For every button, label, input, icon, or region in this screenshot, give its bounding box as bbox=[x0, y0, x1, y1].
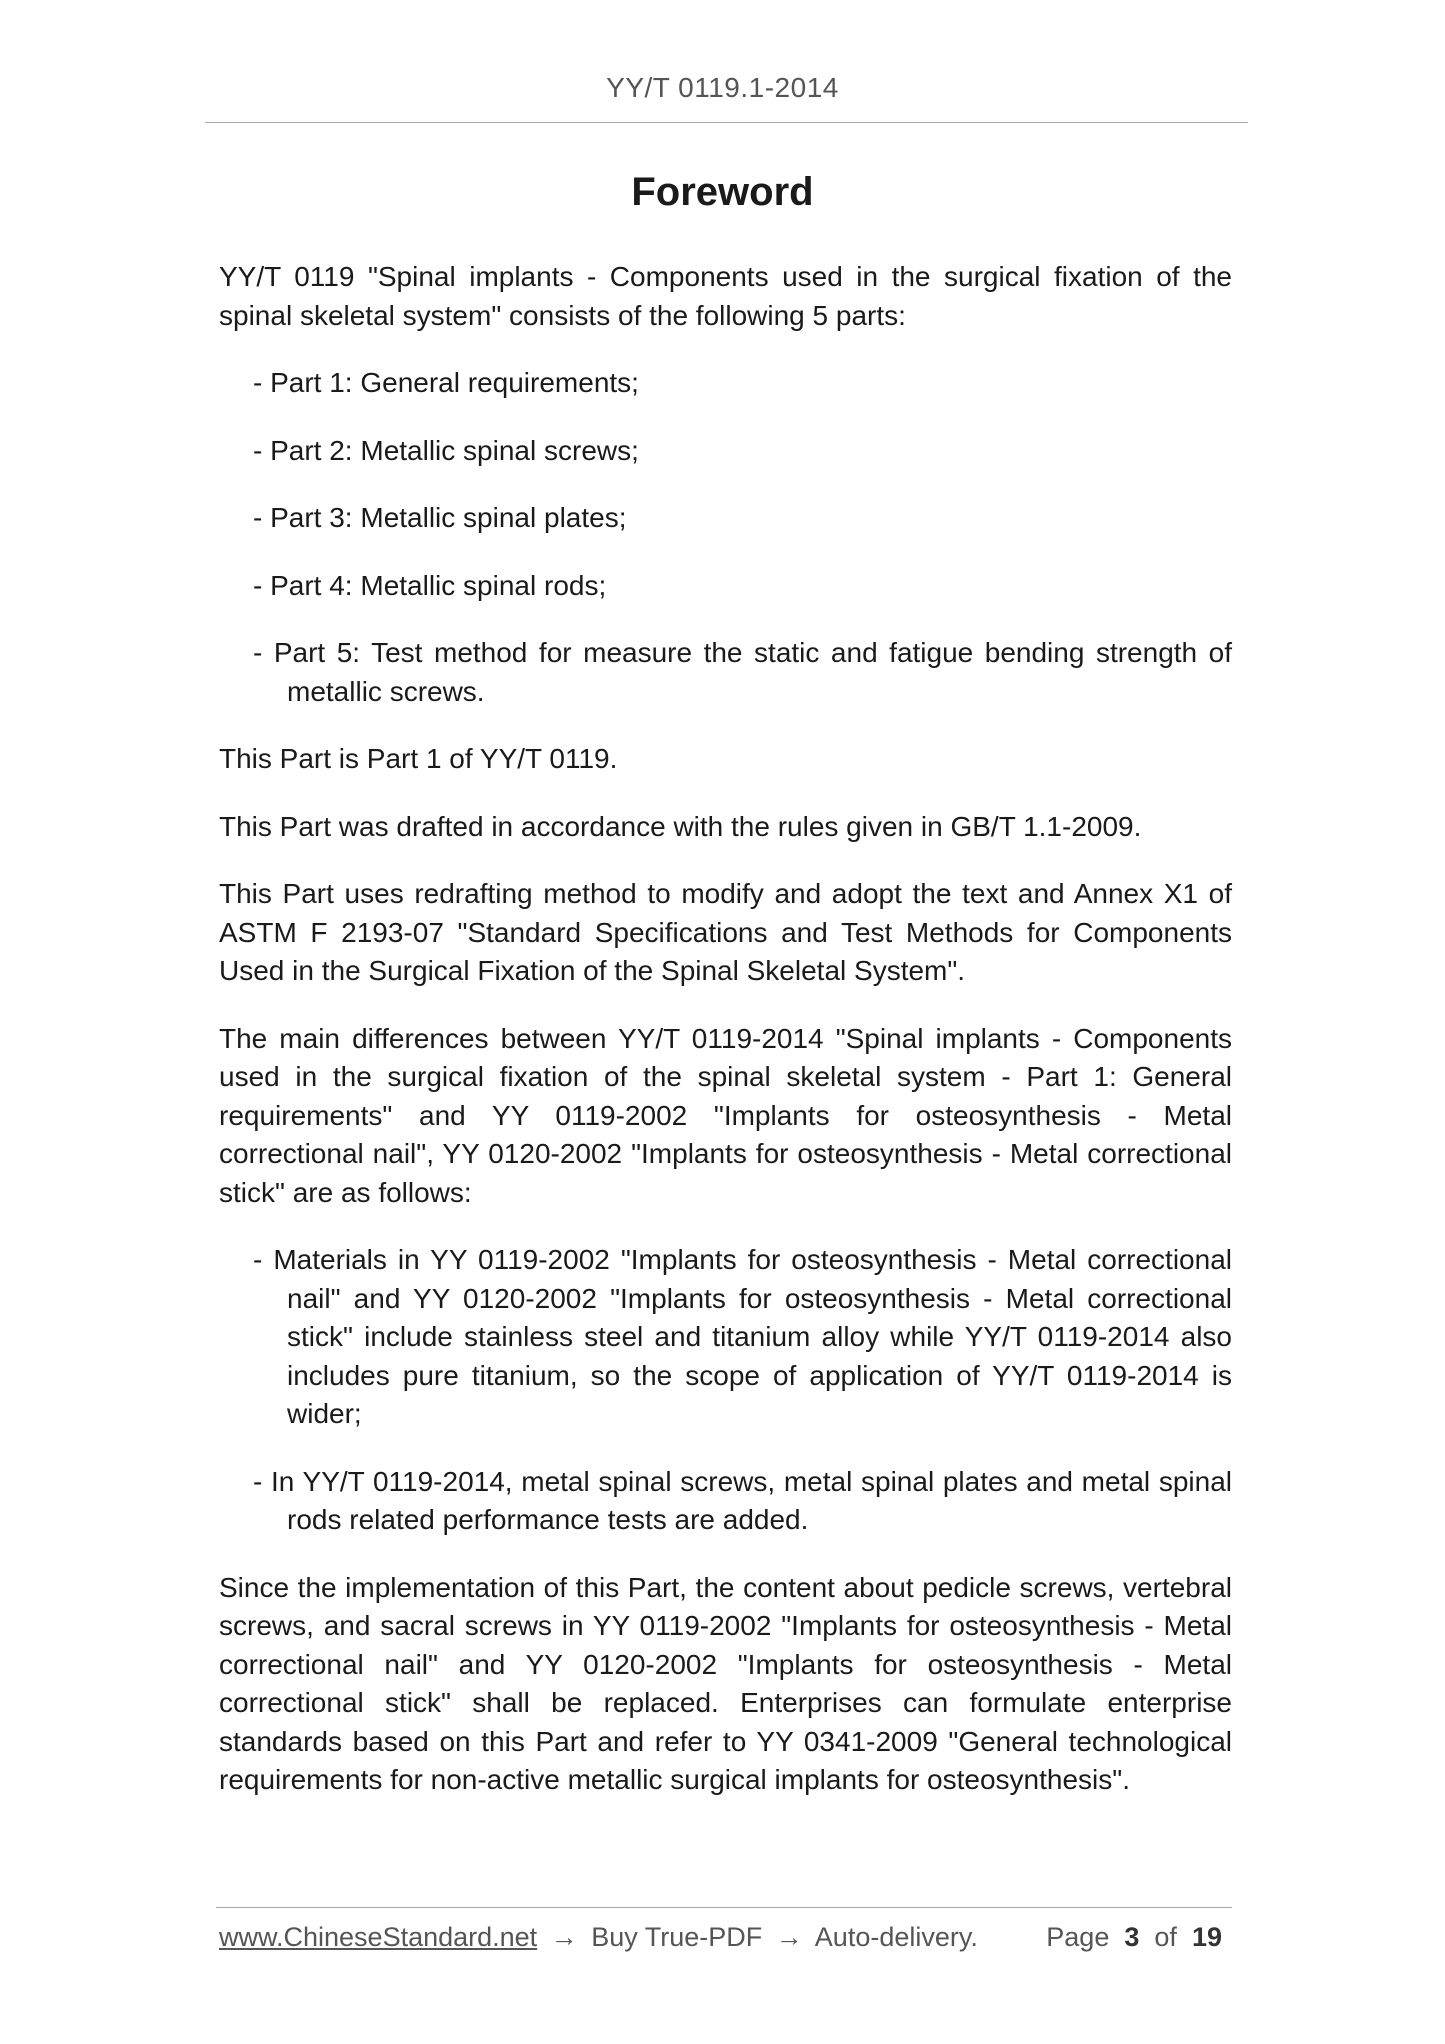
page-footer bbox=[219, 1922, 1232, 1962]
footer-promo bbox=[219, 1922, 978, 1953]
page-of: of bbox=[1154, 1922, 1177, 1952]
footer-divider bbox=[216, 1907, 1232, 1908]
part-list-item: - Part 3: Metallic spinal plates; bbox=[253, 502, 627, 533]
page-title: Foreword bbox=[631, 170, 814, 214]
header-standard-code: YY/T 0119.1-2014 bbox=[606, 72, 839, 103]
document-body bbox=[219, 258, 1232, 1829]
difference-list-item: - Materials in YY 0119-2002 "Implants for osteosynthesis - Metal correctional nail" and YY 0120-2002 "Implants for osteosynthesis - Metal correctional stick" include stainless steel and titanium alloy while YY/T 0119-2014 also includes pure titanium, so the scope of application of YY/T 0119-2014 is wider; bbox=[253, 1244, 1232, 1429]
implementation-paragraph: Since the implementation of this Part, the content about pedicle screws, vertebral screws, and sacral screws in YY 0119-2002 "Implants for osteosynthesis - Metal correctional nail" and YY 0120-2002 "Implants for osteosynthesis - Metal correctional stick" shall be replaced. Enterprises can formulate enterprise standards based on this Part and refer to YY 0341-2009 "General technological requirements for non-active metallic surgical implants for osteosynthesis". bbox=[219, 1571, 1232, 1795]
part-list-item: - Part 1: General requirements; bbox=[253, 367, 639, 398]
page-label: Page bbox=[1046, 1922, 1110, 1952]
page-current: 3 bbox=[1124, 1922, 1140, 1952]
arrow-right-icon: → bbox=[775, 1922, 803, 1952]
this-part-paragraph: This Part is Part 1 of YY/T 0119. bbox=[219, 743, 618, 774]
redrafting-paragraph: This Part uses redrafting method to modify and adopt the text and Annex X1 of ASTM F 2193-07 "Standard Specifications and Test Methods for Components Used in the Surgical Fixation of the Spinal Skeletal System". bbox=[219, 878, 1232, 986]
part-list-item: - Part 5: Test method for measure the static and fatigue bending strength of metallic screws. bbox=[253, 637, 1232, 707]
part-list-item: - Part 4: Metallic spinal rods; bbox=[253, 569, 607, 601]
header-divider bbox=[205, 122, 1248, 123]
page-total: 19 bbox=[1191, 1922, 1222, 1952]
arrow-right-icon: → bbox=[550, 1922, 578, 1952]
page-number bbox=[1046, 1922, 1222, 1953]
differences-intro-paragraph: The main differences between YY/T 0119-2014 "Spinal implants - Components used in the surgical fixation of the spinal skeletal system - Part 1: General requirements" and YY 0119-2002 "Implants for osteosynthesis - Metal correctional nail", YY 0120-2002 "Implants for osteosynthesis - Metal correctional stick" are as follows: bbox=[219, 1022, 1232, 1208]
website-link[interactable]: www.ChineseStandard.net bbox=[219, 1922, 538, 1952]
buy-text: Buy True-PDF bbox=[591, 1922, 763, 1952]
intro-paragraph: YY/T 0119 "Spinal implants - Components used in the surgical fixation of the spinal skeletal system" consists of the following 5 parts: bbox=[219, 261, 1232, 331]
delivery-text: Auto-delivery. bbox=[814, 1922, 978, 1952]
difference-list-item: - In YY/T 0119-2014, metal spinal screws, metal spinal plates and metal spinal rods related performance tests are added. bbox=[253, 1465, 1232, 1535]
part-list-item: - Part 2: Metallic spinal screws; bbox=[253, 434, 639, 466]
drafted-paragraph: This Part was drafted in accordance with the rules given in GB/T 1.1-2009. bbox=[219, 810, 1142, 842]
